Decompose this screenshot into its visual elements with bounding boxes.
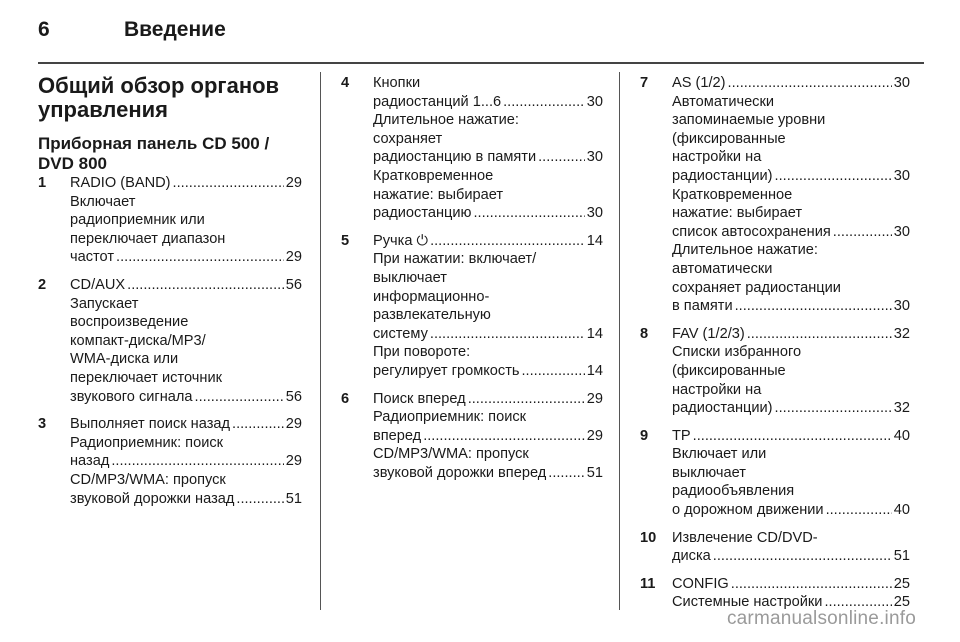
dot-leader [503,93,585,112]
page-reference[interactable]: 51 [586,464,603,481]
page-reference[interactable]: 14 [586,362,603,379]
dot-leader [116,248,284,267]
header-rule [38,62,924,64]
item-description [373,74,603,223]
dot-leader [195,388,284,407]
item-description [672,325,910,418]
toc-entry[interactable] [373,232,603,251]
toc-entry[interactable] [672,297,910,316]
dot-leader [522,362,585,381]
page-reference[interactable]: 30 [893,167,910,184]
toc-entry[interactable] [373,362,603,381]
entry-text: о дорожном движении [672,502,824,519]
description-line: Кратковременное [672,186,793,203]
entry-text: диска [672,548,711,565]
toc-entry[interactable] [373,427,603,446]
dot-leader [735,297,892,316]
entry-text: Поиск вперед [373,390,466,407]
dot-leader [775,167,892,186]
entry-text: AS (1/2) [672,75,726,91]
toc-entry[interactable] [373,325,603,344]
control-item [640,529,910,566]
item-number: 4 [341,75,350,91]
toc-entry[interactable] [672,325,910,344]
control-item [38,415,302,508]
item-list [341,74,603,482]
description-line: Включает или [672,446,767,463]
section-title-line: Общий обзор органов [38,73,280,98]
page-reference[interactable]: 14 [586,325,603,342]
entry-text: радиостанции) [672,167,773,184]
page-reference[interactable]: 40 [893,427,910,444]
dot-leader [232,415,284,434]
item-number: 5 [341,232,350,249]
description-line: переключает диапазон [70,230,226,247]
toc-entry[interactable] [70,174,302,193]
description-line: Списки избранного [672,344,802,361]
toc-entry[interactable] [672,575,910,594]
toc-entry[interactable] [672,501,910,520]
section-title-line: управления [38,97,169,122]
control-item [640,325,910,418]
page-reference[interactable]: 51 [285,490,302,507]
item-number: 11 [640,575,656,592]
page-reference[interactable]: 25 [893,575,910,592]
dot-leader [473,204,584,223]
page-title: Введение [124,18,226,41]
watermark: carmanualsonline.info [726,608,916,629]
item-description [373,390,603,483]
dot-leader [538,148,585,167]
description-line: Включает [70,193,136,210]
dot-leader [713,547,892,566]
section-title [38,74,302,122]
column-divider [619,72,620,610]
description-line: переключает источник [70,369,222,386]
description-line: выключает [672,464,746,481]
dot-leader [693,427,892,446]
item-number: 1 [38,175,47,191]
toc-entry[interactable] [70,452,302,471]
toc-entry[interactable] [672,223,910,242]
dot-leader [430,325,585,344]
column-1 [38,74,302,517]
item-description [672,427,910,520]
description-line: нажатие: выбирает [672,205,803,222]
page-reference[interactable]: 56 [285,388,302,405]
control-item [640,575,910,612]
toc-entry[interactable] [373,148,603,167]
item-number: 10 [640,529,657,546]
entry-text: радиостанцию [373,205,472,222]
toc-entry[interactable] [672,427,910,446]
page-reference[interactable]: 32 [893,400,910,417]
toc-entry[interactable] [70,388,302,407]
description-line: компакт-диска/MP3/ [70,332,206,349]
description-line: Автоматически [672,93,775,110]
description-line: радиоприемник или [70,212,205,229]
dot-leader [548,464,585,483]
entry-text: CD/AUX [70,276,126,293]
toc-entry[interactable] [672,74,910,93]
description-line: CD/MP3/WMA: пропуск [70,471,226,488]
description-line: нажатие: выбирает [373,186,504,203]
description-line: Кратковременное [373,167,494,184]
toc-entry[interactable] [672,547,910,566]
item-number: 2 [38,276,47,293]
entry-text: FAV (1/2/3) [672,325,745,342]
page-reference[interactable]: 25 [893,594,910,611]
entry-text: список автосохранения [672,223,831,240]
entry-text: регулирует громкость [373,362,520,379]
toc-entry[interactable] [70,415,302,434]
description-line: (фиксированные [672,130,786,147]
page-reference[interactable]: 30 [586,149,603,166]
description-line: Радиоприемник: поиск [70,434,224,451]
page-reference[interactable]: 56 [285,276,302,293]
page-reference[interactable]: 30 [586,205,603,222]
entry-text: CONFIG [672,575,729,592]
column-3 [640,74,910,621]
entry-text: радиостанцию в памяти [373,149,537,166]
item-number: 3 [38,416,47,433]
description-line: Запускает [70,295,139,312]
page-reference[interactable]: 51 [893,548,910,565]
page-reference[interactable]: 29 [586,427,603,444]
page-reference[interactable]: 32 [893,325,910,342]
description-line: CD/MP3/WMA: пропуск [373,446,529,463]
control-item [341,74,603,223]
description-line: настройки на [672,381,762,398]
dot-leader [826,501,892,520]
page-reference[interactable]: 29 [285,416,302,433]
item-number: 6 [341,390,350,407]
dot-leader [833,223,892,242]
entry-text: радиостанций 1...6 [373,93,502,110]
toc-entry[interactable] [70,490,302,509]
item-number: 7 [640,75,649,91]
dot-leader [423,427,585,446]
toc-entry[interactable] [373,390,603,409]
entry-text: звуковой дорожки вперед [373,464,547,481]
description-line: радиообъявления [672,483,795,500]
item-number: 8 [640,325,649,342]
description-line: Радиоприемник: поиск [373,409,527,426]
entry-text: частот [70,249,115,266]
dot-leader [430,232,585,251]
page-number: 6 [38,18,50,41]
item-number: 9 [640,427,649,444]
page-reference[interactable]: 30 [893,223,910,240]
description-line: сохраняет [373,130,443,147]
description-line: информационно- [373,288,490,305]
item-description [672,575,910,612]
column-2 [341,74,603,491]
toc-entry[interactable] [672,167,910,186]
column-divider [320,72,321,610]
description-line: автоматически [672,260,773,277]
description-line: Длительное нажатие: [373,112,519,129]
dot-leader [468,390,585,409]
dot-leader [236,490,283,509]
entry-text: TP [672,427,691,444]
subsection-title-line: Приборная панель CD 500 / [38,134,270,153]
page-reference[interactable]: 29 [285,453,302,470]
control-item [341,232,603,381]
toc-entry[interactable] [70,248,302,267]
page-reference[interactable]: 30 [586,93,603,110]
description-line: Длительное нажатие: [672,242,818,259]
item-description [373,232,603,381]
dot-leader [775,399,892,418]
description-line: При повороте: [373,344,471,361]
page-reference[interactable]: 40 [893,502,910,519]
item-description [70,276,302,406]
item-description [672,74,910,316]
description-line: WMA-диска или [70,351,179,368]
page-reference[interactable]: 30 [893,75,910,91]
dot-leader [747,325,892,344]
description-line: запоминаемые уровни [672,112,826,129]
item-description [672,529,910,566]
description-line: настройки на [672,149,762,166]
control-item [38,276,302,406]
entry-text: звукового сигнала [70,388,193,405]
description-line: выключает [373,269,447,286]
page-reference[interactable]: 29 [285,175,302,191]
page-reference[interactable]: 30 [893,298,910,315]
entry-text: RADIO (BAND) [70,175,171,191]
page-reference[interactable]: 14 [586,232,603,249]
description-line: (фиксированные [672,362,786,379]
description-line: сохраняет радиостанции [672,279,841,296]
entry-text: в памяти [672,298,733,315]
dot-leader [173,174,284,193]
toc-entry[interactable] [373,204,603,223]
item-list [640,74,910,612]
entry-text: Ручка ⏻ [373,232,429,249]
entry-text: радиостанции) [672,400,773,417]
item-description [70,415,302,508]
entry-text: Системные настройки [672,594,823,611]
dot-leader [127,276,284,295]
dot-leader [731,575,892,594]
control-item [640,74,910,316]
control-item [640,427,910,520]
toc-entry[interactable] [373,464,603,483]
entry-text: звуковой дорожки назад [70,490,235,507]
description-line: воспроизведение [70,314,189,331]
toc-entry[interactable] [373,93,603,112]
description-line: Извлечение CD/DVD- [672,529,818,546]
entry-text: назад [70,453,110,470]
control-item [341,390,603,483]
toc-entry[interactable] [70,276,302,295]
entry-text: систему [373,325,428,342]
description-line: развлекательную [373,307,491,324]
control-item [38,174,302,267]
dot-leader [728,74,892,93]
subsection-title-line: DVD 800 [38,154,107,173]
page-reference[interactable]: 29 [586,390,603,407]
entry-text: Выполняет поиск назад [70,416,231,433]
subsection-title [38,134,302,174]
page-header [38,18,226,42]
item-list [38,174,302,508]
entry-text: вперед [373,427,422,444]
item-description [70,174,302,267]
description-line: При нажатии: включает/ [373,251,537,268]
toc-entry[interactable] [672,399,910,418]
page-reference[interactable]: 29 [285,249,302,266]
dot-leader [111,452,283,471]
description-line: Кнопки [373,75,421,91]
